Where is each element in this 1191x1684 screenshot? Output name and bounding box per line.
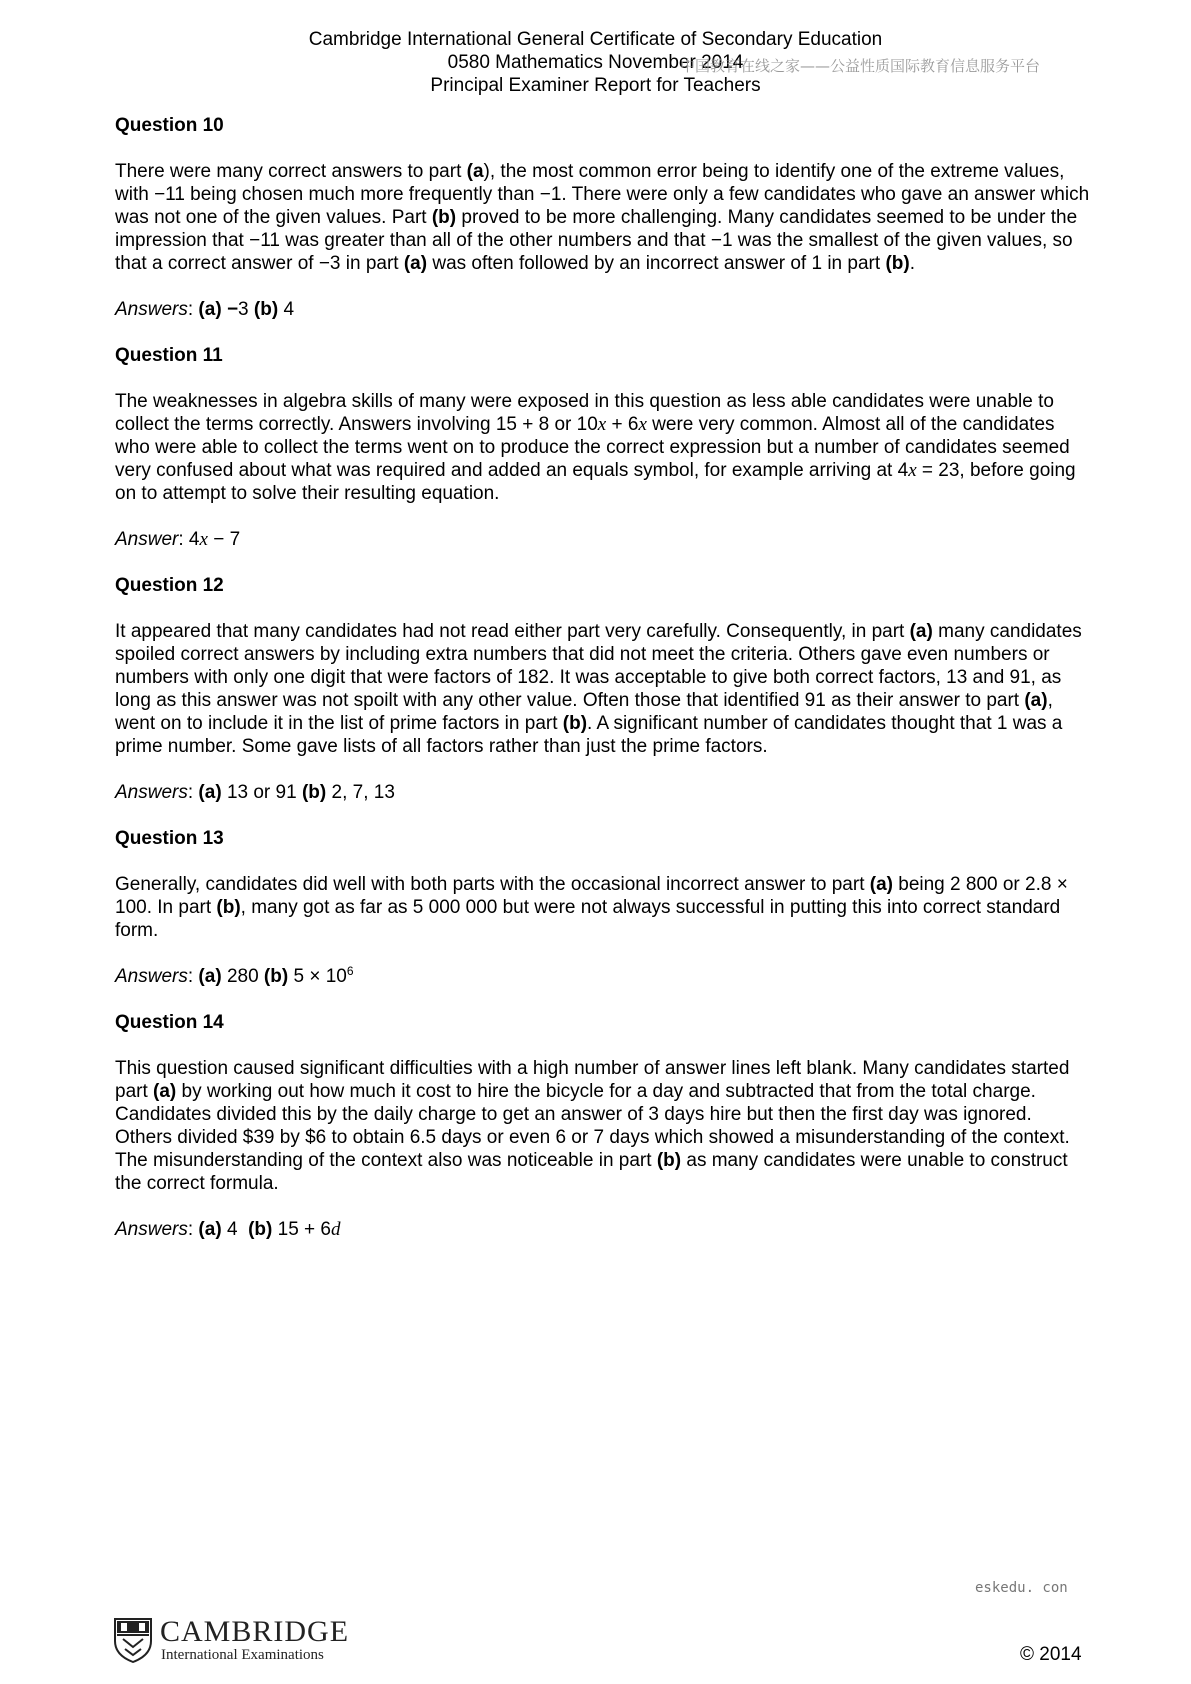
question-10-answer: Answers: (a) −3 (b) 4	[115, 299, 295, 320]
watermark-text: 中国教育在线之家——公益性质国际教育信息服务平台	[680, 57, 1041, 75]
report-content	[115, 114, 1090, 1264]
question-13-answer: Answers: (a) 280 (b) $5 \times 10^6$	[115, 964, 354, 987]
question-14-answer: Answers: (a) 4 (b) 15 + 6d	[115, 1219, 341, 1240]
question-11-body: The weaknesses in algebra skills of many were exposed in this question as less able candidates were unable to collect the terms correctly. Answers involving 15 + 8 or 10x + 6x were very common. Almost all of the candidates who were able to collect the terms went on to produce the correct expression but a number of candidates seemed very confused about what was required and added an equals symbol, for example arriving at 4x = 23, before going on to attempt to solve their resulting equation.	[115, 391, 1076, 504]
question-12-title: Question 12	[115, 575, 224, 596]
cambridge-shield-icon	[113, 1617, 153, 1663]
question-11-answer: Answer: 4x − 7	[115, 529, 241, 550]
question-14-title: Question 14	[115, 1012, 224, 1033]
question-12-body: It appeared that many candidates had not read either part very carefully. Consequently, in part (a) many candidates spoiled correct answers by including extra numbers that did not meet the criteria. Others gave even numbers or numbers with only one digit that were factors of 182. It was acceptable to give both correct factors, 13 and 91, as long as this answer was not spoilt with any other value. Often those that identified 91 as their answer to part (a), went on to include it in the list of prime factors in part (b). A significant number of candidates thought that 1 was a prime number. Some gave lists of all factors rather than just the prime factors.	[115, 621, 1082, 757]
question-12-answer: Answers: (a) 13 or 91 (b) 2, 7, 13	[115, 782, 395, 803]
question-10-title: Question 10	[115, 115, 224, 136]
logo-subtitle: International Examinations	[161, 1647, 324, 1663]
header-line-3: Principal Examiner Report for Teachers	[430, 75, 761, 96]
question-14-body: This question caused significant difficulties with a high number of answer lines left blank. Many candidates started part (a) by working out how much it cost to hire the bicycle for a day and subtracted that from the total charge. Candidates divided this by the daily charge to get an answer of 3 days hire but then the first day was ignored. Others divided $39 by $6 to obtain 6.5 days or even 6 or 7 days which showed a misunderstanding of the context. The misunderstanding of the context also was noticeable in part (b) as many candidates were unable to construct the correct formula.	[115, 1058, 1070, 1194]
question-13-title: Question 13	[115, 828, 224, 849]
question-13-body: Generally, candidates did well with both parts with the occasional incorrect answer to part (a) being 2 800 or 2.8 × 100. In part (b), many got as far as 5 000 000 but were not always successful in putting this into correct standard form.	[115, 874, 1068, 941]
logo-wordmark: CAMBRIDGE	[160, 1615, 350, 1648]
site-watermark: eskedu. con	[975, 1580, 1068, 1596]
question-11-title: Question 11	[115, 345, 223, 366]
header-line-1: Cambridge International General Certificate of Secondary Education	[308, 29, 883, 50]
question-10-body: There were many correct answers to part (a), the most common error being to identify one of the extreme values, with −11 being chosen much more frequently than −1. There were only a few candidates who gave an answer which was not one of the given values. Part (b) proved to be more challenging. Many candidates seemed to be under the impression that −11 was greater than all of the other numbers and that −1 was the smallest of the given values, so that a correct answer of −3 in part (a) was often followed by an incorrect answer of 1 in part (b).	[115, 161, 1090, 274]
copyright-text: © 2014	[1020, 1644, 1082, 1665]
header-line-2: 0580 Mathematics November 2014	[447, 52, 744, 73]
